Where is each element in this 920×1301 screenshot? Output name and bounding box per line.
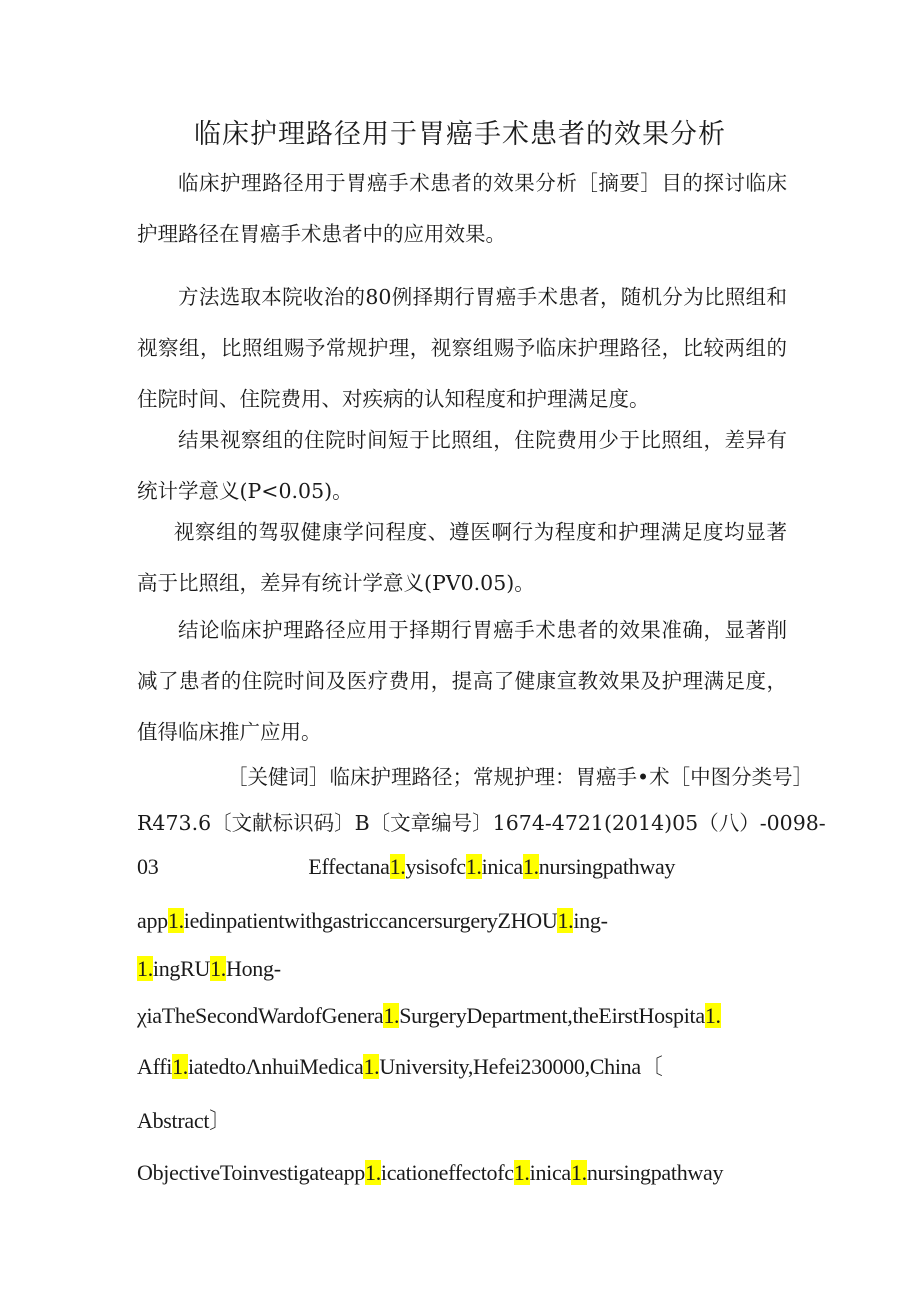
classification-line: R473.6〔文献标识码〕B〔文章编号〕1674-4721(2014)05（八）-0098- [137, 811, 826, 835]
highlight-mark: 1. [172, 1054, 188, 1079]
keywords-line: ［关健词］临床护理路径；常规护理：胃癌手•术［中图分类号］ [227, 765, 814, 789]
highlight-mark: 1. [363, 1054, 380, 1079]
highlight-mark: 1. [365, 1160, 381, 1185]
results-paragraph-2: 视察组的驾驭健康学问程度、遵医啊行为程度和护理满足度均显著高于比照组，差异有统计学意义(PV0.05)。 [137, 520, 787, 595]
highlight-mark: 1. [389, 854, 406, 879]
abstract-en-line-2: app1.iedinpatientwithgastriccancersurgeryZHOU1.ing- [137, 908, 608, 933]
abstract-en-line-1: 03 Effectana1.ysisofc1.inica1.nursingpathway [137, 854, 676, 879]
highlight-mark: 1. [513, 1160, 530, 1185]
highlight-mark: 1. [465, 854, 482, 879]
abstract-en-line-3: 1.ingRU1.Hong- [137, 956, 281, 981]
abstract-en-line-5: Affi1.iatedtoΛnhuiMedica1.University,Hefei230000,China〔 [137, 1054, 663, 1079]
highlight-mark: 1. [557, 908, 574, 933]
highlight-mark: 1. [167, 908, 184, 933]
highlight-mark: 1. [137, 956, 153, 981]
abstract-heading: Abstract〕 [137, 1108, 231, 1133]
abstract-en-line-7: ObjectiveToinvestigateapp1.icationeffectofc1.inica1.nursingpathway [137, 1160, 724, 1185]
highlight-mark: 1. [570, 1160, 587, 1185]
results-paragraph-1: 结果视察组的住院时间短于比照组，住院费用少于比照组，差异有统计学意义(P<0.05)。 [137, 428, 787, 503]
abstract-en-line-4: χiaTheSecondWardofGenera1.SurgeryDepartment,theEirstHospita1. [137, 1003, 721, 1028]
abstract-paragraph-1: 临床护理路径用于胃癌手术患者的效果分析［摘要］目的探讨临床护理路径在胃癌手术患者中的应用效果。 [137, 171, 787, 246]
conclusion-paragraph: 结论临床护理路径应用于择期行胃癌手术患者的效果准确，显著削减了患者的住院时间及医疗费用，提高了健康宣教效果及护理满足度，值得临床推广应用。 [137, 618, 787, 744]
methods-paragraph: 方法选取本院收治的80例择期行胃癌手术患者，随机分为比照组和视察组，比照组赐予常规护理，视察组赐予临床护理路径，比较两组的住院时间、住院费用、对疾病的认知程度和护理满足度。 [137, 285, 787, 411]
article-number-tail: 03 [137, 854, 159, 879]
highlight-mark: 1. [210, 956, 226, 981]
highlight-mark: 1. [704, 1003, 721, 1028]
document-title: 临床护理路径用于胃癌手术患者的效果分析 [194, 119, 726, 150]
highlight-mark: 1. [522, 854, 539, 879]
highlight-mark: 1. [383, 1003, 400, 1028]
